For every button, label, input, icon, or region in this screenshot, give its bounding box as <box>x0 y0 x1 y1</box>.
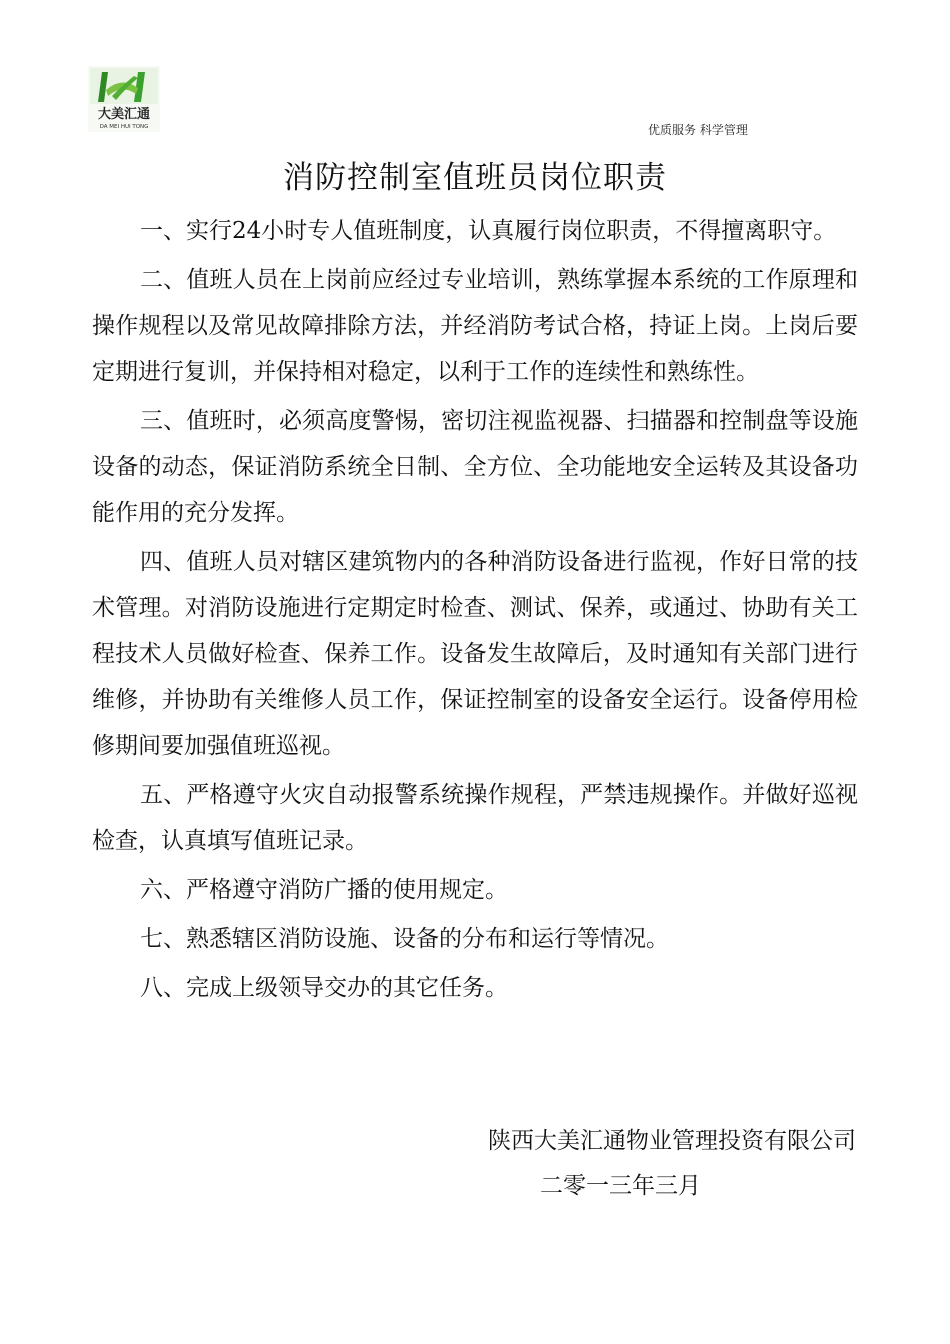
company-logo <box>88 66 160 132</box>
duty-item-7: 七、熟悉辖区消防设施、设备的分布和运行等情况。 <box>140 926 669 952</box>
duty-item-3: 三、值班时，必须高度警惕，密切注视监视器、扫描器和控制盘等设施设备的动态，保证消防系统全日制、全方位、全功能地安全运转及其设备功能作用的充分发挥。 <box>92 408 858 526</box>
duty-item-2: 二、值班人员在上岗前应经过专业培训，熟练掌握本系统的工作原理和操作规程以及常见故障排除方法，并经消防考试合格，持证上岗。上岗后要定期进行复训，并保持相对稳定，以利于工作的连续性和熟练性。 <box>92 267 858 385</box>
signature-company: 陕西大美汇通物业管理投资有限公司 <box>488 1128 856 1154</box>
signature-date: 二零一三年三月 <box>540 1173 701 1199</box>
logo-text-cn: 大美汇通 <box>97 107 151 122</box>
duty-item-4: 四、值班人员对辖区建筑物内的各种消防设备进行监视，作好日常的技术管理。对消防设施进行定期定时检查、测试、保养，或通过、协助有关工程技术人员做好检查、保养工作。设备发生故障后，及时通知有关部门进行维修，并协助有关维修人员工作，保证控制室的设备安全运行。设备停用检修期间要加强值班巡视。 <box>92 549 858 759</box>
logo-mark-icon <box>88 66 160 132</box>
duty-item-6: 六、严格遵守消防广播的使用规定。 <box>140 877 508 903</box>
header-slogan: 优质服务 科学管理 <box>648 123 748 137</box>
duty-item-8: 八、完成上级领导交办的其它任务。 <box>140 975 508 1001</box>
page-title: 消防控制室值班员岗位职责 <box>283 160 667 196</box>
duty-item-1: 一、实行24小时专人值班制度，认真履行岗位职责，不得擅离职守。 <box>140 218 837 244</box>
logo-text-en: DA MEI HUI TONG <box>99 124 149 130</box>
duty-item-5: 五、严格遵守火灾自动报警系统操作规程，严禁违规操作。并做好巡视检查，认真填写值班记录。 <box>92 782 858 854</box>
duty-list <box>92 208 858 1014</box>
